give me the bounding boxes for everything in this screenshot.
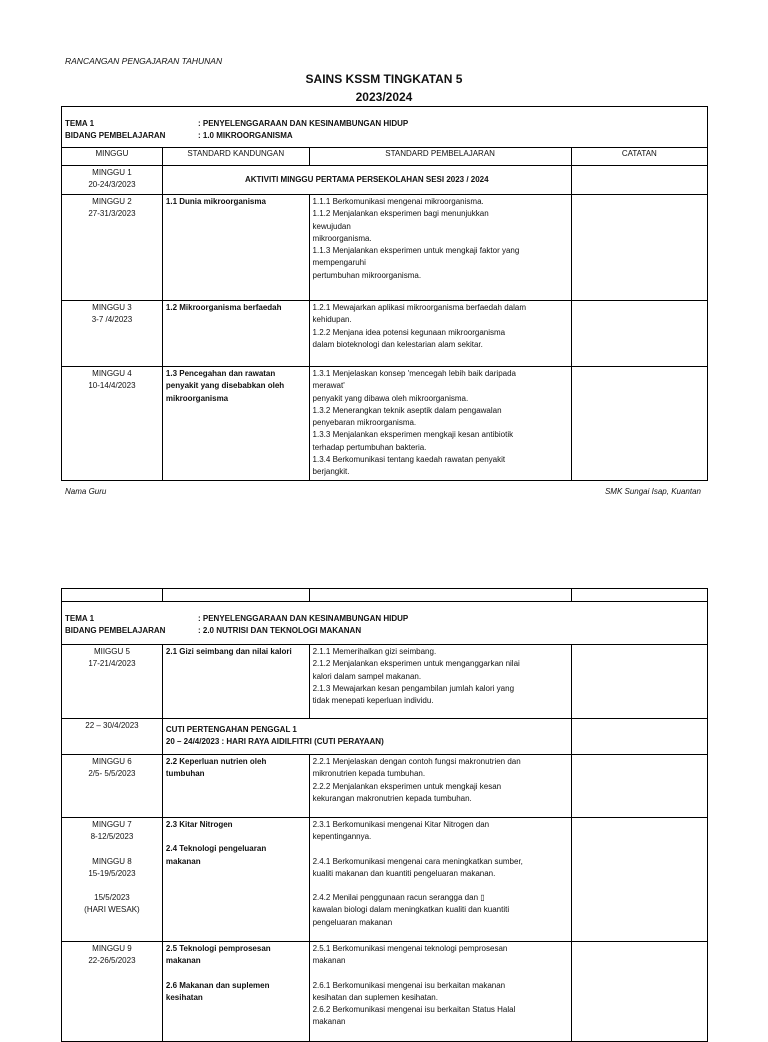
notes-cell bbox=[571, 645, 707, 719]
learning-standard-line: penyakit yang dibawa oleh mikroorganisma. bbox=[312, 393, 469, 403]
theme-row bbox=[62, 107, 708, 148]
learning-standard-line: 2.4.1 Berkomunikasi mengenai cara meningkatkan sumber, bbox=[312, 856, 523, 866]
learning-standard-line: 2.4.2 Menilai penggunaan racun serangga dan ▯ bbox=[312, 893, 485, 903]
content-standard-line: makanan bbox=[165, 956, 201, 966]
theme-label: TEMA 1 bbox=[65, 614, 95, 623]
week-date: 2/5- 5/5/2023 bbox=[88, 769, 136, 779]
learning-standard-line: 1.3.3 Menjalankan eksperimen mengkaji kesan antibiotik bbox=[312, 430, 514, 440]
week-date: 3-7 /4/2023 bbox=[91, 315, 133, 325]
learning-standard-line: merawat' bbox=[312, 381, 345, 391]
content-standard-line: 2.6 Makanan dan suplemen bbox=[165, 980, 270, 990]
week-cell bbox=[62, 719, 163, 755]
learning-standard-line: kekurangan makronutrien kepada tumbuhan. bbox=[312, 793, 472, 803]
learning-standard-line: 2.2.2 Menjalankan eksperimen untuk mengkaji kesan bbox=[312, 781, 502, 791]
week-cell bbox=[62, 818, 163, 942]
week-cell bbox=[62, 645, 163, 719]
holiday-date: 15/5/2023 bbox=[94, 893, 130, 903]
learning-standard-line: 2.1.2 Menjalankan eksperimen untuk menganggarkan nilai bbox=[312, 659, 520, 669]
week-label: MINGGU 4 bbox=[92, 369, 132, 378]
notes-cell bbox=[571, 301, 707, 367]
teaching-plan-table-2 bbox=[61, 588, 708, 1042]
learning-standard-line: 2.1.1 Memerihalkan gizi seimbang. bbox=[312, 647, 437, 656]
week-label: MINGGU 9 bbox=[92, 944, 132, 953]
week-label: MIIGGU 5 bbox=[93, 647, 130, 656]
column-header-row bbox=[62, 148, 708, 166]
blank-cell bbox=[309, 589, 571, 602]
learning-standard-line: kalori dalam sampel makanan. bbox=[312, 671, 422, 681]
learning-standard-line: 2.5.1 Berkomunikasi mengenai teknologi pemprosesan bbox=[312, 944, 508, 953]
table-row bbox=[62, 755, 708, 818]
week-label: MINGGU 2 bbox=[92, 197, 132, 206]
learning-standard-line: kepentingannya. bbox=[312, 832, 372, 842]
table-row bbox=[62, 195, 708, 301]
week-cell bbox=[62, 301, 163, 367]
week-date: 27-31/3/2023 bbox=[88, 209, 136, 219]
table-row bbox=[62, 719, 708, 755]
document-title: SAINS KSSM TINGKATAN 5 bbox=[305, 72, 463, 86]
school-name-label: SMK Sungai Isap, Kuantan bbox=[604, 487, 701, 496]
blank-cell bbox=[62, 589, 163, 602]
theme-row bbox=[62, 602, 708, 645]
week-label: MINGGU 7 bbox=[92, 820, 132, 829]
week-cell bbox=[62, 755, 163, 818]
learning-standard-line: penyebaran mikroorganisma. bbox=[312, 418, 417, 428]
learning-standard-line: tidak menepati keperluan individu. bbox=[312, 696, 434, 706]
learning-standard-cell bbox=[309, 367, 571, 481]
learning-standard-line: kualiti makanan dan kuantiti pengeluaran makanan. bbox=[312, 868, 496, 878]
content-standard-cell bbox=[162, 367, 309, 481]
table-row bbox=[62, 301, 708, 367]
learning-standard-line: 1.2.2 Menjana idea potensi kegunaan mikroorganisma bbox=[312, 327, 506, 337]
learning-standard-cell bbox=[309, 818, 571, 942]
learning-standard-cell bbox=[309, 645, 571, 719]
notes-cell bbox=[571, 818, 707, 942]
holiday-cell bbox=[162, 719, 571, 755]
content-standard-line: 2.2 Keperluan nutrien oleh bbox=[165, 757, 267, 766]
content-standard-cell: 2.1 Gizi seimbang dan nilai kalori bbox=[162, 645, 309, 719]
learning-standard-line: 1.3.2 Menerangkan teknik aseptik dalam pengawalan bbox=[312, 405, 502, 415]
week-date: 10-14/4/2023 bbox=[88, 381, 136, 391]
learning-standard-line: makanan bbox=[312, 956, 346, 966]
learning-area-value: : 1.0 MIKROORGANISMA bbox=[198, 131, 293, 141]
table-row bbox=[62, 367, 708, 481]
learning-standard-line: makanan bbox=[312, 1017, 346, 1027]
content-standard-cell bbox=[162, 942, 309, 1042]
table-row bbox=[62, 166, 708, 195]
theme-cell bbox=[62, 602, 708, 645]
holiday-line: 20 – 24/4/2023 : HARI RAYA AIDILFITRI (CUTI PERAYAAN) bbox=[165, 737, 384, 747]
week-label: MINGGU 1 bbox=[92, 168, 132, 177]
learning-standard-line: 1.1.2 Menjalankan eksperimen bagi menunjukkan bbox=[312, 209, 489, 219]
learning-standard-line: 1.2.1 Mewajarkan aplikasi mikroorganisma berfaedah dalam bbox=[312, 303, 526, 312]
theme-label: TEMA 1 bbox=[65, 119, 95, 128]
theme-value: : PENYELENGGARAAN DAN KESINAMBUNGAN HIDUP bbox=[198, 614, 409, 623]
learning-standard-line: berjangkit. bbox=[312, 467, 350, 477]
learning-standard-line: mikroorganisma. bbox=[312, 233, 372, 243]
column-header-learning-standard: STANDARD PEMBELAJARAN bbox=[309, 148, 571, 166]
learning-standard-line: 2.6.2 Berkomunikasi mengenai isu berkaitan Status Halal bbox=[312, 1005, 516, 1015]
learning-standard-line: 1.1.1 Berkomunikasi mengenai mikroorganisma. bbox=[312, 197, 484, 206]
learning-standard-line: kewujudan bbox=[312, 221, 351, 231]
document-year: 2023/2024 bbox=[355, 90, 413, 104]
week-date: 22-26/5/2023 bbox=[88, 956, 136, 966]
teaching-plan-table-1 bbox=[61, 106, 708, 481]
content-standard-cell: 1.1 Dunia mikroorganisma bbox=[162, 195, 309, 301]
learning-standard-line: 1.3.4 Berkomunikasi tentang kaedah rawatan penyakit bbox=[312, 455, 506, 465]
week-date: 22 – 30/4/2023 bbox=[85, 721, 139, 730]
learning-standard-line: 2.1.3 Mewajarkan kesan pengambilan jumlah kalori yang bbox=[312, 683, 515, 693]
learning-standard-line: dalam bioteknologi dan kelestarian alam sekitar. bbox=[312, 339, 483, 349]
notes-cell bbox=[571, 367, 707, 481]
learning-standard-line: 1.1.3 Menjalankan eksperimen untuk mengkaji faktor yang bbox=[312, 246, 520, 256]
learning-standard-line: kawalan biologi dalam meningkatkan kualiti dan kuantiti bbox=[312, 905, 510, 915]
learning-standard-line: 1.3.1 Menjelaskan konsep 'mencegah lebih baik daripada bbox=[312, 369, 516, 378]
content-standard-line: tumbuhan bbox=[165, 769, 205, 779]
week-date: 15-19/5/2023 bbox=[88, 868, 136, 878]
content-standard-line: 2.3 Kitar Nitrogen bbox=[165, 820, 233, 829]
learning-standard-line: terhadap pertumbuhan bakteria. bbox=[312, 442, 427, 452]
week-date: 8-12/5/2023 bbox=[90, 832, 134, 842]
column-header-week: MINGGU bbox=[62, 148, 163, 166]
learning-standard-line: 2.2.1 Menjelaskan dengan contoh fungsi makronutrien dan bbox=[312, 757, 521, 766]
blank-cell bbox=[571, 589, 707, 602]
learning-standard-cell bbox=[309, 301, 571, 367]
theme-value: : PENYELENGGARAAN DAN KESINAMBUNGAN HIDUP bbox=[198, 119, 409, 128]
theme-cell bbox=[62, 107, 708, 148]
learning-standard-cell bbox=[309, 942, 571, 1042]
content-standard-line: makanan bbox=[165, 856, 201, 866]
learning-standard-line: mikronutrien kepada tumbuhan. bbox=[312, 769, 426, 779]
column-header-notes: CATATAN bbox=[571, 148, 707, 166]
table-row bbox=[62, 942, 708, 1042]
document-type-label: RANCANGAN PENGAJARAN TAHUNAN bbox=[65, 56, 223, 66]
blank-cell bbox=[162, 589, 309, 602]
notes-cell bbox=[571, 755, 707, 818]
teacher-name-label: Nama Guru bbox=[65, 487, 107, 496]
week-label: MINGGU 8 bbox=[92, 856, 132, 866]
week-cell bbox=[62, 942, 163, 1042]
content-standard-line: 2.5 Teknologi pemprosesan bbox=[165, 944, 271, 953]
content-standard-line: 1.3 Pencegahan dan rawatan bbox=[165, 369, 276, 378]
week-label: MINGGU 3 bbox=[92, 303, 132, 312]
notes-cell bbox=[571, 942, 707, 1042]
content-standard-line: penyakit yang disebabkan oleh bbox=[165, 381, 285, 391]
holiday-line: CUTI PERTENGAHAN PENGGAL 1 bbox=[165, 725, 297, 734]
content-standard-line: kesihatan bbox=[165, 992, 203, 1002]
learning-standard-line: pengeluaran makanan bbox=[312, 917, 393, 927]
holiday-name: (HARI WESAK) bbox=[84, 905, 140, 915]
learning-standard-cell bbox=[309, 195, 571, 301]
learning-area-label: BIDANG PEMBELAJARAN bbox=[65, 626, 166, 636]
week-date: 17-21/4/2023 bbox=[88, 659, 136, 669]
week-cell bbox=[62, 195, 163, 301]
week-label: MINGGU 6 bbox=[92, 757, 132, 766]
content-standard-line: mikroorganisma bbox=[165, 393, 229, 403]
learning-standard-line: kehidupan. bbox=[312, 315, 352, 325]
activity-cell: AKTIVITI MINGGU PERTAMA PERSEKOLAHAN SESI 2023 / 2024 bbox=[162, 166, 571, 195]
learning-standard-line: kesihatan dan suplemen kesihatan. bbox=[312, 992, 438, 1002]
notes-cell bbox=[571, 166, 707, 195]
week-cell bbox=[62, 367, 163, 481]
learning-standard-line: pertumbuhan mikroorganisma. bbox=[312, 270, 422, 280]
learning-standard-line: 2.3.1 Berkomunikasi mengenai Kitar Nitrogen dan bbox=[312, 820, 490, 829]
learning-standard-cell bbox=[309, 755, 571, 818]
blank-header-row bbox=[62, 589, 708, 602]
notes-cell bbox=[571, 195, 707, 301]
week-cell bbox=[62, 166, 163, 195]
column-header-content-standard: STANDARD KANDUNGAN bbox=[162, 148, 309, 166]
content-standard-cell bbox=[162, 818, 309, 942]
learning-area-label: BIDANG PEMBELAJARAN bbox=[65, 131, 166, 141]
week-date: 20-24/3/2023 bbox=[88, 180, 136, 190]
content-standard-cell: 1.2 Mikroorganisma berfaedah bbox=[162, 301, 309, 367]
learning-area-value: : 2.0 NUTRISI DAN TEKNOLOGI MAKANAN bbox=[198, 626, 362, 636]
learning-standard-line: 2.6.1 Berkomunikasi mengenai isu berkaitan makanan bbox=[312, 980, 506, 990]
table-row bbox=[62, 645, 708, 719]
notes-cell bbox=[571, 719, 707, 755]
learning-standard-line: mempengaruhi bbox=[312, 258, 366, 268]
content-standard-cell bbox=[162, 755, 309, 818]
content-standard-line: 2.4 Teknologi pengeluaran bbox=[165, 844, 267, 854]
table-row bbox=[62, 818, 708, 942]
